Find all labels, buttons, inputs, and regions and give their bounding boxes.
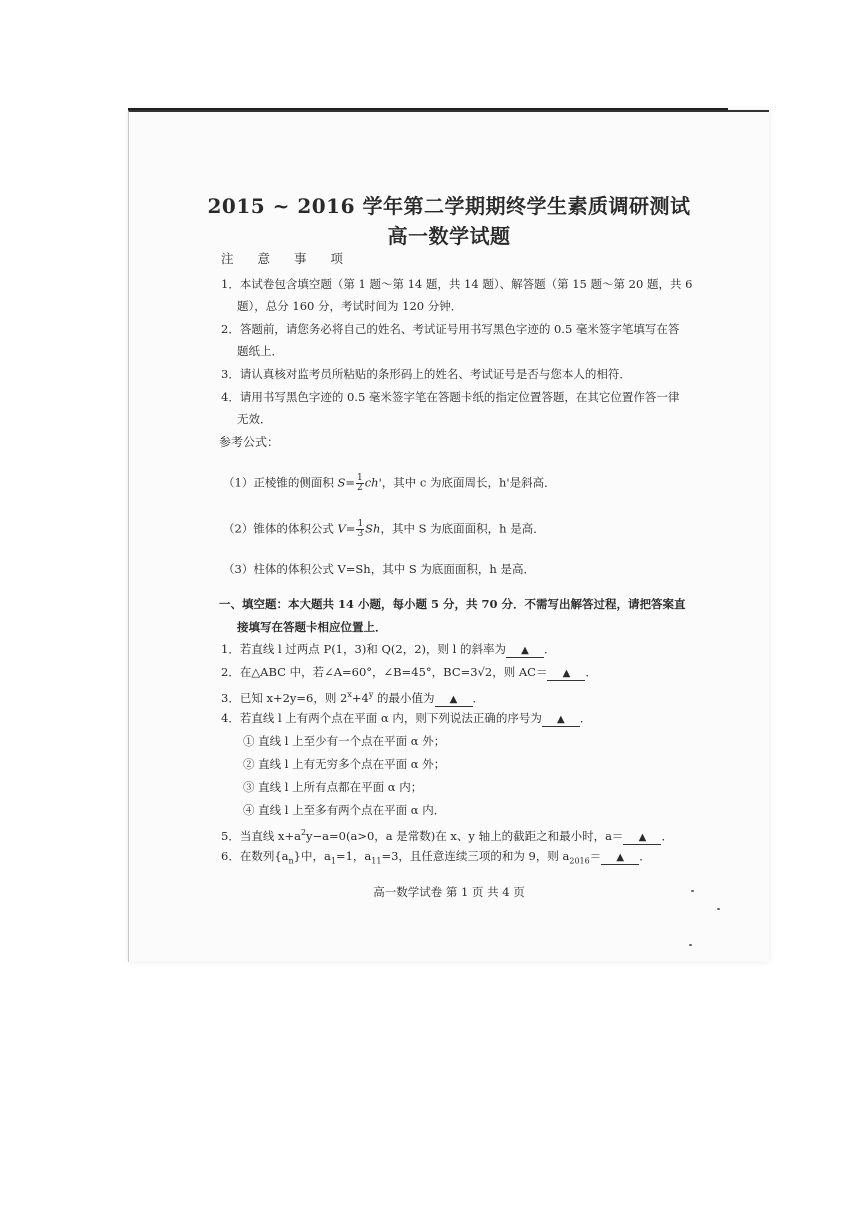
answer-blank <box>506 645 544 658</box>
triangle-icon: ▲ <box>557 714 565 725</box>
formula-1-suffix: ，其中 c 为底面周长，h'是斜高． <box>381 475 556 490</box>
question-6 <box>221 849 651 868</box>
formula-1-fraction <box>356 474 364 493</box>
question-end: ． <box>543 642 556 656</box>
question-5-text: y−a=0(a>0，a 是常数)在 x、y 轴上的截距之和最小时，a＝ <box>306 828 624 843</box>
fraction-denominator: 2 <box>357 483 363 493</box>
exponent: x <box>347 690 352 699</box>
exponent: 2 <box>300 828 307 837</box>
formula-2-rhs: Sh <box>365 521 381 536</box>
answer-blank <box>435 694 473 707</box>
notice-item: 题），总分 160 分，考试时间为 120 分钟． <box>237 299 463 313</box>
question-end: ． <box>579 711 592 725</box>
triangle-icon: ▲ <box>638 831 647 843</box>
scan-speck <box>717 908 720 910</box>
question-6-text: 6．在数列{a <box>221 849 289 863</box>
question-4-option: ④ 直线 l 上至多有两个点在平面 α 内． <box>243 803 446 817</box>
notice-item: 无效． <box>237 412 272 426</box>
answer-blank <box>542 714 580 727</box>
question-3-text: 的最小值为 <box>373 690 435 705</box>
formula-2-suffix: ，其中 S 为底面面积，h 是高． <box>380 521 545 536</box>
question-end: ． <box>585 665 597 679</box>
question-4-text: 4．若直线 l 上有两个点在平面 α 内，则下列说法正确的序号为 <box>221 711 542 725</box>
formulas-heading: 参考公式： <box>219 435 280 449</box>
exam-page <box>128 110 769 962</box>
question-end: ． <box>472 690 484 705</box>
formula-2-fraction <box>356 520 364 539</box>
answer-blank <box>547 668 585 681</box>
question-6-text: =1，a <box>335 849 372 863</box>
question-4-option: ③ 直线 l 上所有点都在平面 α 内； <box>243 780 423 794</box>
notice-item: 2．答题前，请您务必将自己的姓名、考试证号用书写黑色字迹的 0.5 毫米签字笔填写在答 <box>221 322 680 336</box>
question-3 <box>221 688 484 707</box>
exam-subtitle: 高一数学试题 <box>387 224 511 248</box>
subscript: 11 <box>371 856 382 866</box>
question-1-text: 1．若直线 l 过两点 P(1，3)和 Q(2，2)，则 l 的斜率为 <box>221 642 506 656</box>
question-6-text: ＝ <box>589 849 602 863</box>
subscript: 2016 <box>569 856 590 866</box>
formula-1-rhs: ch' <box>364 475 382 490</box>
notice-item: 4．请用书写黑色字迹的 0.5 毫米签字笔在答题卡纸的指定位置答题，在其它位置作答一律 <box>221 390 680 404</box>
formula-2 <box>223 520 545 539</box>
subscript: n <box>288 856 294 866</box>
subscript: 1 <box>330 856 336 866</box>
question-6-text: }中，a <box>293 849 331 863</box>
page-footer: 高一数学试卷 第 1 页 共 4 页 <box>373 885 525 899</box>
exam-title: 2015 ~ 2016 学年第二学期期终学生素质调研测试 <box>207 194 691 218</box>
formula-1-prefix: （1）正棱锥的侧面积 <box>223 475 338 490</box>
section-1-instructions: 接填写在答题卡相应位置上． <box>237 620 387 634</box>
fraction-numerator: 1 <box>357 473 363 483</box>
notice-item: 题纸上． <box>237 344 283 358</box>
question-1 <box>221 642 555 658</box>
question-2-text: 2．在△ABC 中，若∠A=60°，∠B=45°，BC=3√2，则 AC＝ <box>221 665 548 679</box>
question-4-option: ① 直线 l 上至少有一个点在平面 α 外； <box>243 734 446 748</box>
question-5-text: 5．当直线 x+a <box>221 828 301 843</box>
triangle-icon: ▲ <box>616 852 625 863</box>
notice-item: 1．本试卷包含填空题（第 1 题～第 14 题，共 14 题）、解答题（第 15 题～第 20 题，共 6 <box>221 277 693 291</box>
fraction-numerator: 1 <box>357 519 364 529</box>
formula-2-lhs: V= <box>337 521 356 536</box>
question-4 <box>221 711 591 727</box>
question-3-text: +4 <box>351 690 369 705</box>
question-5 <box>221 826 673 845</box>
fraction-denominator: 3 <box>357 529 364 539</box>
scan-speck <box>691 890 694 892</box>
question-end: ． <box>639 849 651 863</box>
question-4-option: ② 直线 l 上有无穷多个点在平面 α 外； <box>243 757 446 771</box>
section-1-instructions: 一、填空题：本大题共 14 小题，每小题 5 分，共 70 分．不需写出解答过程，请把答案直 <box>219 597 686 611</box>
notice-item: 3．请认真核对监考员所粘贴的条形码上的姓名、考试证号是否与您本人的相符． <box>221 367 631 381</box>
question-3-text: 3．已知 x+2y=6，则 2 <box>221 690 348 705</box>
triangle-icon: ▲ <box>449 693 458 705</box>
formula-2-prefix: （2）锥体的体积公式 <box>223 521 338 536</box>
formula-3: （3）柱体的体积公式 V=Sh，其中 S 为底面面积，h 是高． <box>223 562 535 576</box>
answer-blank <box>623 832 661 845</box>
question-end: ． <box>661 828 673 843</box>
notice-heading: 注 意 事 项 <box>221 251 353 266</box>
formula-1 <box>223 474 556 493</box>
answer-blank <box>601 852 639 865</box>
formula-1-lhs: S= <box>337 475 355 490</box>
triangle-icon: ▲ <box>521 645 529 656</box>
triangle-icon: ▲ <box>562 668 571 679</box>
exponent: y <box>368 690 374 699</box>
question-2 <box>221 665 597 681</box>
scan-speck <box>689 944 692 946</box>
question-6-text: =3，且任意连续三项的和为 9，则 a <box>381 849 570 863</box>
